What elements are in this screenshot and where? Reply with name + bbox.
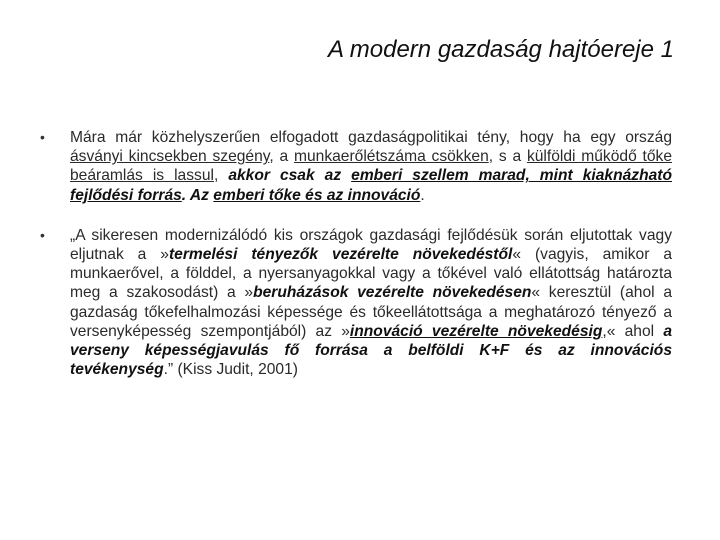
underlined-segment: külföldi működő tőke beáramlás is lassul [70, 148, 673, 185]
bullet-dot: • [40, 129, 45, 145]
text-segment: Mára már közhelyszerűen elfogadott gazdaságpolitikai tény, hogy ha egy ország [70, 129, 672, 146]
underlined-segment: ásványi kincsekben szegény [70, 148, 270, 166]
bullet-item-2 [40, 226, 672, 380]
text-segment: , s a [488, 148, 527, 166]
text-segment: , a [269, 148, 294, 166]
emphasis-segment: . Az [181, 186, 214, 204]
emphasis-segment: beruházások vezérelte növekedésen [253, 284, 532, 302]
emphasis-segment: termelési tényezők vezérelte növekedéstől [168, 246, 513, 264]
slide-title: A modern gazdaság hajtóereje 1 [327, 36, 674, 63]
text-segment: .” (Kiss Judit, 2001) [163, 361, 298, 379]
bullet-dot: • [40, 226, 45, 243]
text-segment: . [420, 186, 425, 204]
text-segment: ,« ahol [602, 322, 664, 340]
emphasis-segment: a verseny képességjavulás fő forrása a belföldi K+F és az innovációs tevékenység [70, 322, 672, 379]
underlined-segment: munkaerőlétszáma csökken [294, 148, 489, 166]
text-segment: , [213, 167, 229, 185]
emphasis-underlined-segment: emberi szellem marad, mint kiaknázható fejlődési forrás [70, 167, 672, 204]
emphasis-underlined-segment: emberi tőke és az innováció [213, 186, 421, 204]
text-segment: « (vagyis, amikor a munkaerővel, a földdel, a nyersanyagokkal vagy a tőkével való ellátottság határozta meg a szakosodást) a » [70, 246, 672, 302]
bullet-item-1 [40, 128, 672, 205]
bullet-list [40, 128, 672, 379]
text-segment: „A sikeresen modernizálódó kis országok gazdasági fejlődésük során eljutottak vagy eljutnak a » [70, 226, 672, 264]
text-segment: « keresztül (ahol a gazdaság tőkefelhalmozási képessége és tőkeellátottsága a meghatározó tényező a versenyképesség szempontjából) az » [70, 284, 672, 340]
emphasis-segment: akkor csak az [228, 167, 352, 185]
emphasis-underlined-segment: innováció vezérelte növekedésig [349, 322, 603, 340]
